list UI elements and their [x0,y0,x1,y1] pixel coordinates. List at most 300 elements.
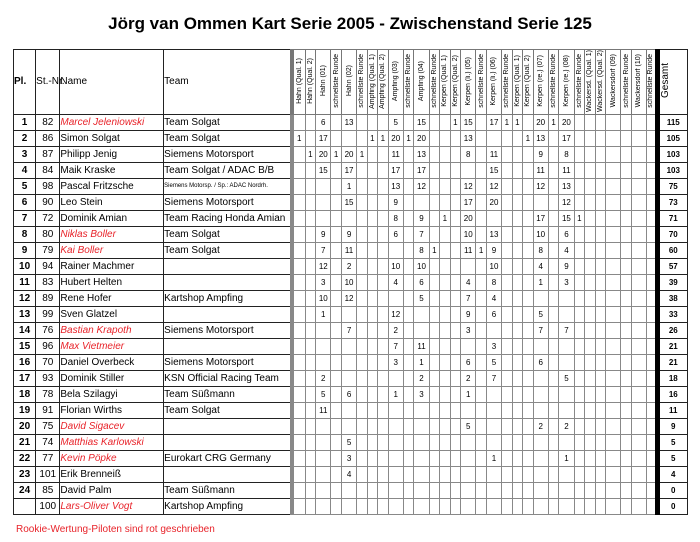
points-cell [647,114,657,130]
points-cell [316,482,331,498]
points-cell [533,482,548,498]
table-row [14,498,688,514]
points-cell [559,466,574,482]
points-cell [512,210,522,226]
points-cell [316,450,331,466]
points-cell [378,450,388,466]
points-cell [502,194,512,210]
points-cell [403,162,413,178]
points-cell [585,402,595,418]
points-cell [502,434,512,450]
points-cell [403,386,413,402]
points-cell [450,338,460,354]
points-cell [621,370,631,386]
points-cell: 9 [559,258,574,274]
table-row [14,466,688,482]
points-cell [631,178,646,194]
points-cell [331,450,341,466]
points-cell [523,178,533,194]
start-number-cell: 93 [36,370,60,386]
points-cell [476,450,486,466]
points-cell [403,418,413,434]
table-row [14,450,688,466]
points-cell [429,258,439,274]
points-cell [341,370,356,386]
points-cell [378,226,388,242]
points-cell: 11 [414,338,429,354]
points-cell [595,210,605,226]
points-cell [606,178,621,194]
points-cell [476,306,486,322]
total-cell: 21 [657,338,687,354]
points-cell [647,370,657,386]
points-cell [305,226,315,242]
points-cell [502,274,512,290]
points-cell [388,370,403,386]
points-cell [559,306,574,322]
points-cell [429,418,439,434]
points-cell: 20 [533,114,548,130]
table-row [14,402,688,418]
driver-name-cell: Kevin Pöpke [60,450,164,466]
points-cell [647,306,657,322]
points-cell: 3 [486,338,501,354]
points-cell [595,354,605,370]
header-round-17 [502,50,512,115]
header-round-13 [450,50,460,115]
points-cell [367,386,377,402]
points-cell [403,322,413,338]
points-cell [305,482,315,498]
points-cell [403,482,413,498]
team-cell: KSN Official Racing Team [164,370,292,386]
points-cell [574,418,584,434]
points-cell [606,306,621,322]
points-cell [631,434,646,450]
points-cell [533,290,548,306]
points-cell: 4 [533,258,548,274]
points-cell [621,226,631,242]
points-cell [585,274,595,290]
start-number-cell: 100 [36,498,60,514]
points-cell [523,482,533,498]
points-cell [606,130,621,146]
points-cell [585,466,595,482]
position-cell: 7 [14,210,36,226]
position-cell: 15 [14,338,36,354]
driver-name-cell: Kai Boller [60,242,164,258]
driver-name-cell: Matthias Karlowski [60,434,164,450]
points-cell [292,146,305,162]
points-cell: 2 [533,418,548,434]
points-cell [292,370,305,386]
points-cell [341,498,356,514]
points-cell [523,402,533,418]
start-number-cell: 99 [36,306,60,322]
points-cell [631,210,646,226]
points-cell: 7 [486,370,501,386]
points-cell [574,386,584,402]
header-round-label: schnellste Runde [477,54,485,108]
points-cell [606,146,621,162]
position-cell: 16 [14,354,36,370]
table-row [14,274,688,290]
points-cell [367,146,377,162]
points-cell [502,258,512,274]
points-cell [512,386,522,402]
points-cell: 8 [388,210,403,226]
points-cell [606,194,621,210]
points-cell [388,290,403,306]
points-cell: 12 [486,178,501,194]
header-round-label: schnellste Runde [332,54,340,108]
points-cell [585,210,595,226]
points-cell [305,162,315,178]
header-round-2 [316,50,331,115]
points-cell: 17 [316,130,331,146]
start-number-cell: 79 [36,242,60,258]
header-round-16 [486,50,501,115]
points-cell [378,114,388,130]
header-round-label: Hahn (01) [319,65,327,97]
driver-name-cell: Philipp Jenig [60,146,164,162]
points-cell: 13 [388,178,403,194]
points-cell: 3 [559,274,574,290]
start-number-cell: 87 [36,146,60,162]
points-cell [403,290,413,306]
points-cell [429,338,439,354]
points-cell: 1 [548,114,558,130]
points-cell [502,370,512,386]
points-cell [523,450,533,466]
points-cell [621,194,631,210]
points-cell [606,418,621,434]
total-cell: 57 [657,258,687,274]
position-cell [14,498,36,514]
points-cell: 1 [316,306,331,322]
team-cell: Siemens Motorsp. / Sp.: ADAC Nordrh. [164,178,292,194]
points-cell: 9 [388,194,403,210]
start-number-cell: 90 [36,194,60,210]
points-cell [357,194,367,210]
points-cell [292,418,305,434]
points-cell: 5 [341,434,356,450]
points-cell [403,434,413,450]
points-cell [367,450,377,466]
points-cell [523,194,533,210]
points-cell [292,194,305,210]
points-cell: 8 [414,242,429,258]
points-cell [378,354,388,370]
points-cell [388,498,403,514]
points-cell: 1 [559,450,574,466]
points-cell: 1 [533,274,548,290]
points-cell [621,210,631,226]
points-cell [595,306,605,322]
header-round-label: Hahn (02) [345,65,353,97]
points-cell [476,386,486,402]
points-cell [357,226,367,242]
points-cell: 7 [316,242,331,258]
start-number-cell: 82 [36,114,60,130]
points-cell: 17 [533,210,548,226]
points-cell [357,306,367,322]
points-cell [621,306,631,322]
points-cell: 1 [331,146,341,162]
points-cell: 7 [341,322,356,338]
start-number-cell: 74 [36,434,60,450]
team-cell: Kartshop Ampfing [164,290,292,306]
points-cell [523,162,533,178]
points-cell: 1 [461,386,476,402]
points-cell [367,338,377,354]
points-cell [512,178,522,194]
total-cell: 105 [657,130,687,146]
points-cell: 1 [429,242,439,258]
points-cell [595,242,605,258]
points-cell [486,386,501,402]
header-round-label: schnellste Runde [575,54,583,108]
points-cell [606,210,621,226]
points-cell [647,386,657,402]
points-cell [292,274,305,290]
start-number-cell: 70 [36,354,60,370]
points-cell [631,354,646,370]
points-cell [450,354,460,370]
points-cell [559,290,574,306]
points-cell: 2 [316,370,331,386]
points-cell: 6 [316,114,331,130]
points-cell [476,434,486,450]
points-cell [559,386,574,402]
points-cell: 10 [414,258,429,274]
points-cell [316,322,331,338]
total-cell: 4 [657,466,687,482]
points-cell [305,370,315,386]
points-cell [331,274,341,290]
points-cell: 7 [461,290,476,306]
driver-name-cell: Leo Stein [60,194,164,210]
points-cell: 9 [461,306,476,322]
points-cell [403,210,413,226]
points-cell [414,498,429,514]
total-cell: 71 [657,210,687,226]
points-cell [331,210,341,226]
points-cell: 12 [341,290,356,306]
points-cell [378,370,388,386]
team-cell [164,434,292,450]
points-cell [292,178,305,194]
points-cell [647,466,657,482]
points-cell: 15 [316,162,331,178]
points-cell: 1 [523,130,533,146]
start-number-cell: 83 [36,274,60,290]
points-cell [585,386,595,402]
points-cell [403,338,413,354]
header-round-label: Ampfing (Qual. 1) [368,53,376,109]
points-cell: 3 [461,322,476,338]
table-row [14,178,688,194]
points-cell [292,466,305,482]
table-row [14,226,688,242]
points-cell [533,466,548,482]
points-cell: 2 [388,322,403,338]
points-cell [606,386,621,402]
total-cell: 5 [657,434,687,450]
driver-name-cell: Pascal Fritzsche [60,178,164,194]
points-cell [585,226,595,242]
points-cell [585,370,595,386]
team-cell: Team Racing Honda Amian [164,210,292,226]
points-cell: 6 [414,274,429,290]
header-round-label: Kerpen (li.) (05) [464,56,472,106]
position-cell: 20 [14,418,36,434]
points-cell: 5 [559,370,574,386]
header-round-22 [559,50,574,115]
header-round-26 [606,50,621,115]
points-cell [331,162,341,178]
points-cell: 10 [533,226,548,242]
points-cell: 1 [440,210,450,226]
points-cell [378,418,388,434]
points-cell [548,258,558,274]
points-cell [595,418,605,434]
team-cell [164,338,292,354]
points-cell [440,178,450,194]
points-cell [292,498,305,514]
points-cell [357,178,367,194]
points-cell [305,210,315,226]
points-cell: 8 [461,146,476,162]
driver-name-cell: David Palm [60,482,164,498]
points-cell [512,130,522,146]
points-cell [523,434,533,450]
points-cell: 13 [461,130,476,146]
points-cell [305,306,315,322]
header-round-label: schnellste Runde [622,54,630,108]
points-cell [512,322,522,338]
team-cell: Team Solgat [164,114,292,130]
points-cell [647,290,657,306]
points-cell [606,466,621,482]
points-cell [305,434,315,450]
header-round-11 [429,50,439,115]
points-cell [548,338,558,354]
table-row [14,354,688,370]
points-cell [502,162,512,178]
points-cell: 4 [341,466,356,482]
points-cell [292,210,305,226]
points-cell [331,306,341,322]
points-cell [574,242,584,258]
points-cell: 1 [476,242,486,258]
points-cell [476,226,486,242]
points-cell [476,146,486,162]
points-cell [559,338,574,354]
points-cell [331,290,341,306]
points-cell: 13 [533,130,548,146]
points-cell [450,226,460,242]
points-cell [357,162,367,178]
position-cell: 2 [14,130,36,146]
points-cell [585,178,595,194]
points-cell [388,402,403,418]
header-round-7 [378,50,388,115]
points-cell: 13 [341,114,356,130]
points-cell [512,194,522,210]
points-cell: 9 [533,146,548,162]
position-cell: 11 [14,274,36,290]
driver-name-cell: Daniel Overbeck [60,354,164,370]
points-cell [512,338,522,354]
total-cell: 18 [657,370,687,386]
table-row [14,322,688,338]
points-cell [450,482,460,498]
header-round-label: schnellste Runde [358,54,366,108]
points-cell [429,482,439,498]
driver-name-cell: Rainer Machmer [60,258,164,274]
points-cell [512,354,522,370]
points-cell [631,418,646,434]
start-number-cell: 78 [36,386,60,402]
points-cell [548,242,558,258]
points-cell [450,130,460,146]
points-cell [414,466,429,482]
points-cell [476,178,486,194]
points-cell [606,322,621,338]
points-cell [595,466,605,482]
points-cell [621,146,631,162]
points-cell [631,450,646,466]
points-cell [606,402,621,418]
points-cell [440,290,450,306]
points-cell [305,450,315,466]
total-cell: 103 [657,146,687,162]
points-cell [486,402,501,418]
points-cell [533,498,548,514]
points-cell [647,226,657,242]
points-cell: 5 [533,306,548,322]
driver-name-cell: Max Vietmeier [60,338,164,354]
table-row [14,242,688,258]
points-cell [631,274,646,290]
header-round-label: Kerpen (Qual. 2) [524,55,532,107]
points-cell [595,226,605,242]
points-cell [450,194,460,210]
points-cell [647,130,657,146]
points-cell: 11 [341,242,356,258]
header-total [657,50,687,115]
points-cell [341,482,356,498]
points-cell [316,178,331,194]
position-cell: 1 [14,114,36,130]
points-cell [574,338,584,354]
start-number-cell: 77 [36,450,60,466]
points-cell: 6 [388,226,403,242]
points-cell [631,402,646,418]
points-cell [606,242,621,258]
team-cell: Team Süßmann [164,482,292,498]
points-cell [429,114,439,130]
points-cell [585,130,595,146]
points-cell: 1 [502,114,512,130]
points-cell [548,162,558,178]
points-cell [292,450,305,466]
points-cell [450,322,460,338]
points-cell [429,274,439,290]
start-number-cell: 101 [36,466,60,482]
points-cell [331,370,341,386]
